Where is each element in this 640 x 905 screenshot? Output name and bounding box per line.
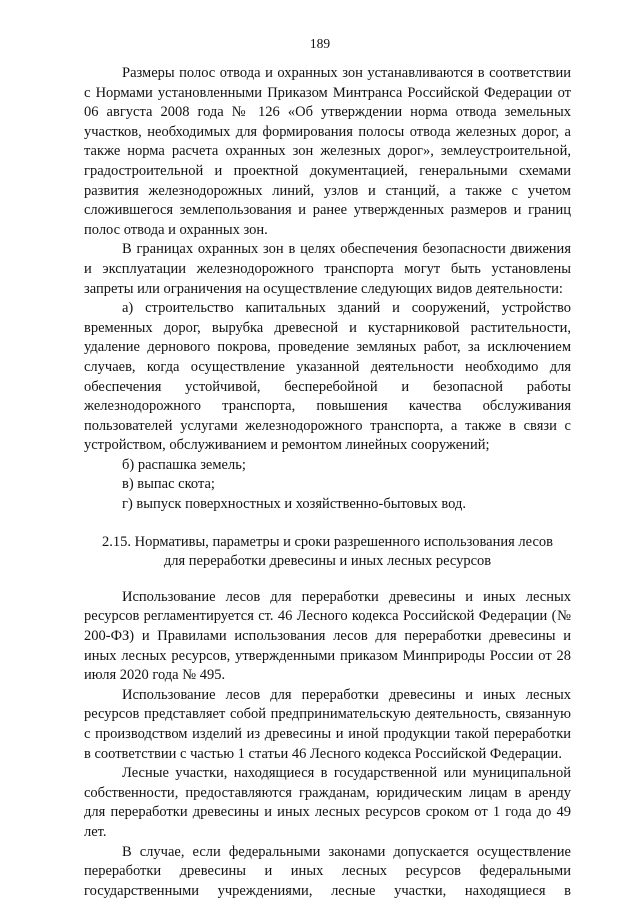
paragraph-protection-zones: В границах охранных зон в целях обеспечения безопасности движения и эксплуатации железнодорожного транспорта могут быть установлены запреты или ограничения на осуществление следующих видов деятельности: [84, 241, 571, 297]
list-item-construction: а) строительство капитальных зданий и сооружений, устройство временных дорог, вырубка древесной и кустарниковой растительности, удаление дернового покрова, проведение земляных работ, за исключением случаев, когда осуществление указанной деятельности необходимо для обеспечения устойчивой, бесперебойной и безопасной работы железнодорожного транспорта, повышения качества обслуживания пользователей услугами железнодорожного транспорта, а также в связи с устройством, обслуживанием и ремонтом линейных сооружений; [84, 300, 571, 454]
paragraph-entrepreneurial-activity: Использование лесов для переработки древесины и иных лесных ресурсов представляет собой предпринимательскую деятельность, связанную с производством изделий из древесины и иной продукции такой переработки в соответствии с частью 1 статьи 46 Лесного кодекса Российской Федерации. [84, 686, 571, 762]
section-heading [84, 533, 571, 572]
page-content [84, 64, 571, 901]
list-item-discharge: г) выпуск поверхностных и хозяйственно-бытовых вод. [122, 496, 466, 513]
section-heading-line-2: для переработки древесины и иных лесных ресурсов [163, 553, 492, 570]
paragraph-lease-terms: Лесные участки, находящиеся в государственной или муниципальной собственности, предоставляются гражданам, юридическим лицам в аренду для переработки древесины и иных лесных ресурсов сроком от 1 года до 49 лет. [84, 765, 571, 840]
list-item-grazing: в) выпас скота; [122, 476, 215, 493]
list-item-plowing: б) распашка земель; [122, 456, 246, 473]
paragraph-zone-sizes: Размеры полос отвода и охранных зон устанавливаются в соответствии с Нормами установленными Приказом Минтранса Российской Федерации от 06 августа 2008 года № 126 «Об утверждении норма отвода земельных участков, необходимых для формирования полосы отвода железных дорог, а также норма расчета охранных зон железных дорог», землеустроительной, градостроительной и проектной документацией, генеральными схемами развития железнодорожных линий, узлов и станций, а также с учетом сложившегося землепользования и ранее утвержденных размеров и границ полос отвода и охранных зон. [84, 65, 571, 238]
page-number: 189 [309, 36, 331, 51]
section-heading-line-1: 2.15. Нормативы, параметры и сроки разрешенного использования лесов [102, 533, 553, 550]
paragraph-federal-institutions: В случае, если федеральными законами допускается осуществление переработки древесины и иных лесных ресурсов федеральными государственными учреждениями, лесные участки, находящиеся в [84, 843, 571, 899]
paragraph-forest-use-regulation: Использование лесов для переработки древесины и иных лесных ресурсов регламентируется ст. 46 Лесного кодекса Российской Федерации (№ 200-ФЗ) и Правилами использования лесов для переработки древесины и иных лесных ресурсов, утвержденными приказом Минприроды России от 28 июля 2020 года № 495. [84, 588, 571, 684]
